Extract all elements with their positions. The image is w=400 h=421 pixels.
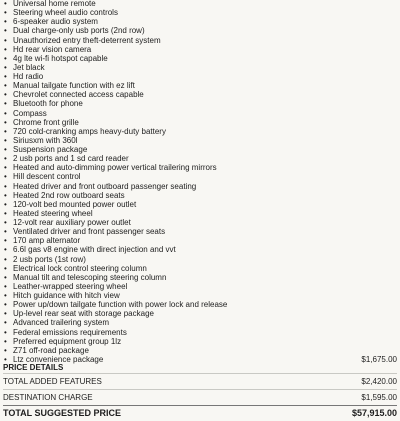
total-added-features-value: $2,420.00	[361, 377, 397, 386]
feature-label: 120-volt bed mounted power outlet	[13, 199, 137, 209]
bullet-icon: •	[4, 99, 7, 109]
feature-label: Chrome front grille	[13, 117, 79, 127]
bullet-icon: •	[4, 199, 7, 209]
bullet-icon: •	[4, 44, 7, 54]
feature-item	[3, 0, 400, 8]
feature-label: Unauthorized entry theft-deterrent system	[13, 35, 161, 45]
bullet-icon: •	[4, 135, 7, 145]
bullet-icon: •	[4, 300, 7, 310]
feature-label: Dual charge-only usb ports (2nd row)	[13, 26, 145, 36]
feature-label: Hd rear vision camera	[13, 44, 92, 54]
feature-item	[3, 81, 400, 90]
total-added-features-label: TOTAL ADDED FEATURES	[3, 377, 102, 386]
total-suggested-price-row	[3, 405, 397, 421]
bullet-icon: •	[4, 345, 7, 355]
feature-item	[3, 17, 400, 26]
bullet-icon: •	[4, 8, 7, 18]
feature-price: $1,675.00	[361, 354, 397, 364]
bullet-icon: •	[4, 26, 7, 36]
bullet-icon: •	[4, 172, 7, 182]
feature-item	[3, 264, 400, 273]
feature-label: Preferred equipment group 1lz	[13, 336, 122, 346]
feature-label: Heated and auto-dimming power vertical trailering mirrors	[13, 163, 217, 173]
feature-item	[3, 118, 400, 127]
bullet-icon: •	[4, 53, 7, 63]
bullet-icon: •	[4, 291, 7, 300]
feature-item	[3, 182, 400, 191]
feature-item	[3, 8, 400, 17]
feature-label: Suspension package	[13, 145, 88, 154]
bullet-icon: •	[4, 254, 7, 264]
bullet-icon: •	[4, 236, 7, 246]
feature-label: Compass	[13, 108, 47, 118]
feature-item	[3, 109, 400, 118]
bullet-icon: •	[4, 154, 7, 164]
feature-label: 720 cold-cranking amps heavy-duty battery	[13, 126, 166, 136]
bullet-icon: •	[4, 181, 7, 191]
feature-item	[3, 36, 400, 45]
bullet-icon: •	[4, 272, 7, 282]
feature-label: Steering wheel audio controls	[13, 8, 118, 18]
feature-item	[3, 300, 400, 309]
feature-item	[3, 63, 400, 72]
bullet-icon: •	[4, 81, 7, 91]
feature-label: Heated steering wheel	[13, 208, 93, 218]
feature-label: Hitch guidance with hitch view	[13, 291, 120, 300]
bullet-icon: •	[4, 336, 7, 346]
feature-label: 2 usb ports (1st row)	[13, 254, 86, 264]
price-details-section	[3, 363, 397, 421]
destination-charge-label: DESTINATION CHARGE	[3, 393, 93, 402]
bullet-icon: •	[4, 62, 7, 72]
feature-item	[3, 255, 400, 264]
feature-label: Heated driver and front outboard passenger seating	[13, 181, 197, 191]
feature-label: Ltz convenience package	[13, 354, 104, 364]
price-details-heading: PRICE DETAILS	[3, 363, 64, 372]
feature-item	[3, 45, 400, 54]
feature-item	[3, 218, 400, 227]
feature-label: Power up/down tailgate function with power lock and release	[13, 300, 228, 310]
feature-list	[3, 0, 400, 364]
feature-label: Bluetooth for phone	[13, 99, 83, 109]
feature-label: 170 amp alternator	[13, 236, 81, 246]
feature-label: Up-level rear seat with storage package	[13, 309, 154, 319]
bullet-icon: •	[4, 17, 7, 27]
bullet-icon: •	[4, 208, 7, 218]
bullet-icon: •	[4, 126, 7, 136]
feature-item	[3, 72, 400, 81]
feature-item	[3, 227, 400, 236]
bullet-icon: •	[4, 190, 7, 200]
feature-item	[3, 26, 400, 35]
feature-item	[3, 191, 400, 200]
feature-item	[3, 163, 400, 172]
feature-label: 12-volt rear auxiliary power outlet	[13, 218, 131, 227]
feature-item	[3, 172, 400, 181]
feature-item	[3, 309, 400, 318]
bullet-icon: •	[4, 218, 7, 227]
feature-label: Hill descent control	[13, 172, 81, 182]
feature-label: 4g lte wi-fi hotspot capable	[13, 53, 108, 63]
bullet-icon: •	[4, 108, 7, 118]
destination-charge-value: $1,595.00	[361, 393, 397, 402]
feature-label: Federal emissions requirements	[13, 327, 127, 337]
bullet-icon: •	[4, 309, 7, 319]
feature-label: 2 usb ports and 1 sd card reader	[13, 154, 129, 164]
total-suggested-price-value: $57,915.00	[351, 408, 397, 418]
feature-label: Z71 off-road package	[13, 345, 89, 355]
feature-label: 6.6l gas v8 engine with direct injection and vvt	[13, 245, 176, 255]
feature-label: Universal home remote	[13, 0, 96, 8]
bullet-icon: •	[4, 281, 7, 291]
feature-label: Jet black	[13, 62, 45, 72]
bullet-icon: •	[4, 354, 7, 364]
feature-item	[3, 291, 400, 300]
feature-item	[3, 282, 400, 291]
feature-label: Advanced trailering system	[13, 318, 110, 328]
feature-item	[3, 236, 400, 245]
bullet-icon: •	[4, 227, 7, 237]
feature-item	[3, 127, 400, 136]
bullet-icon: •	[4, 318, 7, 328]
feature-item	[3, 54, 400, 63]
feature-item	[3, 200, 400, 209]
feature-item	[3, 99, 400, 108]
feature-item	[3, 273, 400, 282]
feature-item	[3, 154, 400, 163]
bullet-icon: •	[4, 145, 7, 154]
feature-item	[3, 318, 400, 327]
feature-item	[3, 328, 400, 337]
total-added-features-row	[3, 373, 397, 389]
feature-label: Hd radio	[13, 72, 44, 81]
feature-label: Ventilated driver and front passenger seats	[13, 227, 166, 237]
feature-item	[3, 90, 400, 99]
bullet-icon: •	[4, 263, 7, 273]
feature-item	[3, 209, 400, 218]
bullet-icon: •	[4, 0, 7, 8]
feature-item	[3, 245, 400, 254]
feature-label: Electrical lock control steering column	[13, 263, 147, 273]
bullet-icon: •	[4, 72, 7, 81]
feature-label: Manual tilt and telescoping steering column	[13, 272, 167, 282]
feature-item	[3, 346, 400, 355]
feature-item	[3, 337, 400, 346]
bullet-icon: •	[4, 163, 7, 173]
feature-item	[3, 145, 400, 154]
bullet-icon: •	[4, 245, 7, 255]
feature-label: Manual tailgate function with ez lift	[13, 81, 135, 91]
feature-item	[3, 136, 400, 145]
feature-label: Leather-wrapped steering wheel	[13, 281, 128, 291]
feature-label: Heated 2nd row outboard seats	[13, 190, 125, 200]
bullet-icon: •	[4, 90, 7, 100]
bullet-icon: •	[4, 117, 7, 127]
feature-label: 6-speaker audio system	[13, 17, 98, 27]
feature-label: Chevrolet connected access capable	[13, 90, 144, 100]
feature-label: Siriusxm with 360l	[13, 135, 78, 145]
destination-charge-row	[3, 389, 397, 405]
total-suggested-price-label: TOTAL SUGGESTED PRICE	[3, 408, 122, 418]
bullet-icon: •	[4, 327, 7, 337]
bullet-icon: •	[4, 35, 7, 45]
